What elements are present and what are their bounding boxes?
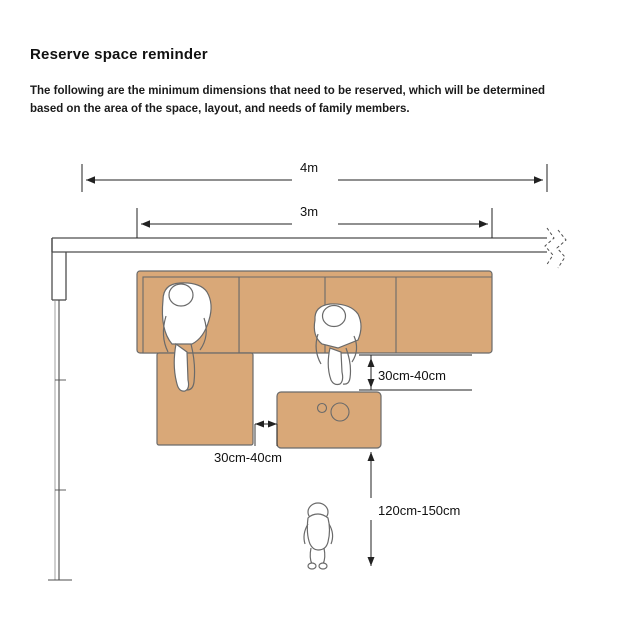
dimension-label-table-to-tv: 120cm-150cm	[378, 503, 461, 518]
dimension-label-sofa-to-table-horizontal: 30cm-40cm	[214, 450, 282, 465]
dimension-label-sofa-to-table-vertical: 30cm-40cm	[378, 368, 446, 383]
dimension-sofa-to-table-horizontal	[255, 421, 277, 447]
dimension-label-sofa-width: 3m	[300, 204, 319, 219]
standing-person-bottom	[304, 503, 333, 569]
wall-break-symbol	[545, 228, 566, 268]
dimension-label-overall-width: 4m	[300, 160, 319, 175]
coffee-table	[277, 392, 381, 448]
page-title: Reserve space reminder	[30, 46, 208, 63]
page-subtitle: The following are the minimum dimensions that need to be reserved, which will be determined based on the area of the space, layout, and needs of family members.	[30, 85, 546, 115]
